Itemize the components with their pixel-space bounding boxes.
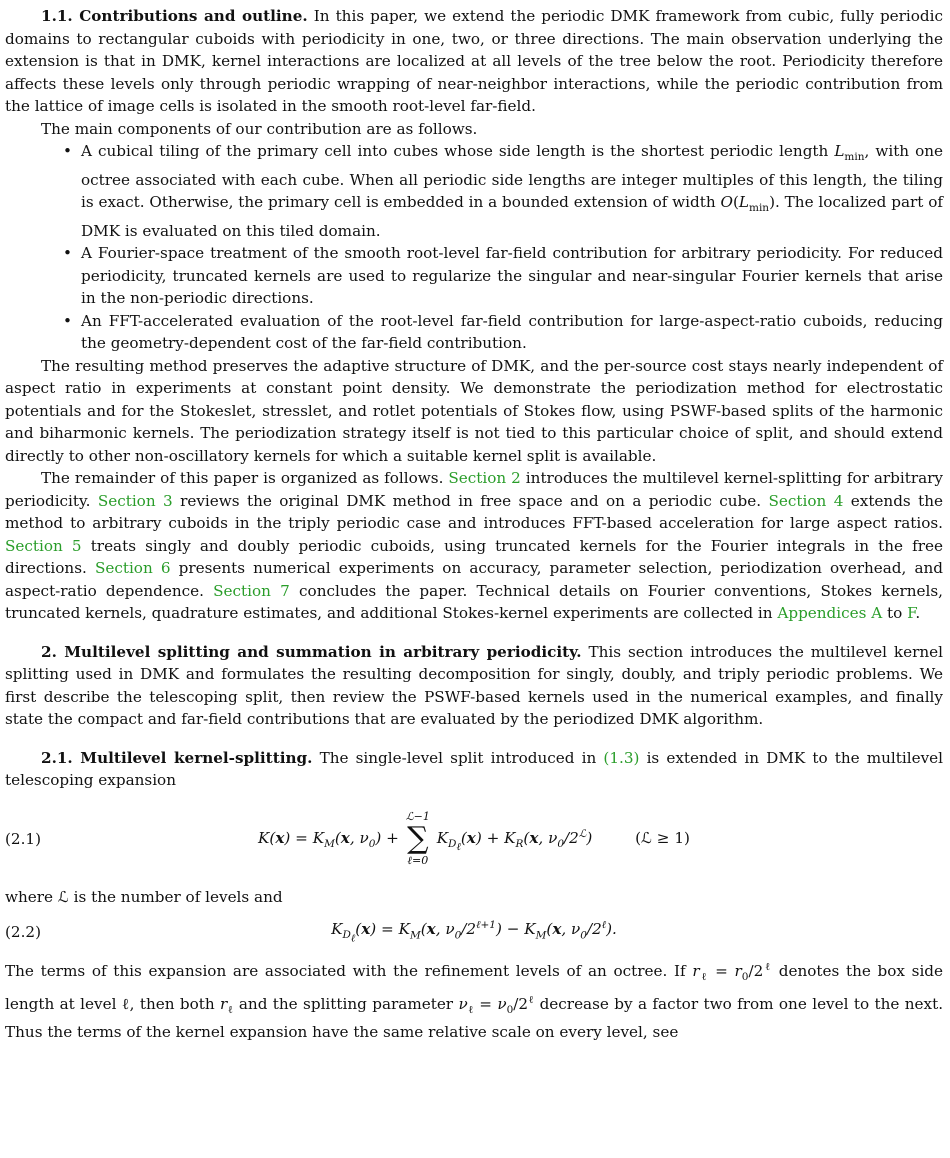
equation-2-2	[5, 912, 943, 952]
paragraph: The resulting method preserves the adaptive structure of DMK, and the per-source cost stays nearly independent of aspect ratio in experiments at constant point density. We demonstrate the periodization method for electrostatic potentials and for the Stokeslet, stresslet, and rotlet potentials of Stokes flow, using PSWF-based splits of the harmonic and biharmonic kernels. The periodization strategy itself is not tied to this particular choice of split, and should extend directly to other non-oscillatory kernels for which a suitable kernel split is available.	[5, 356, 943, 465]
section-2-1	[5, 747, 943, 792]
outline-paragraph	[5, 467, 943, 625]
section-6-link[interactable]: Section 6	[94, 559, 171, 578]
paragraph: In this paper, we extend the periodic DMK framework from cubic, fully periodic domains to rectangular cuboids with periodicity in one, two, or three directions. The main observation underlying the extension is that in DMK, kernel interactions are localized at all levels of the tree below the root. Periodicity therefore affects these levels only through periodic wrapping of near-neighbor interactions, while the periodic contribution from the lattice of image cells is isolated in the smooth root-level far-field.	[5, 7, 944, 115]
list-item: • A cubical tiling of the primary cell into cubes whose side length is the shortest periodic length $L_{min}$, with one octree associated with each cube. When all periodic side lengths are integer multiples of this length, the tiling is exact. Otherwise, the primary cell is embedded in a bounded extension of width $O(L_{min})$. The localized part of DMK is evaluated on this tiled domain.	[81, 140, 943, 242]
equation-body: $K(x) = K_M(x$, $\nu_0$) + ℒ−1 ∑ ℓ=0 $K_{D_\ell}(x) + K_R(x$, $\nu_0/2^ℒ$) (ℒ ≥ 1)	[258, 809, 690, 867]
text-run: is extended in DMK to the multilevel telescoping expansion	[5, 748, 944, 790]
section-7-link[interactable]: Section 7	[213, 581, 290, 600]
text-run: to	[882, 604, 908, 623]
text-run: treats singly and doubly periodic cuboids, using truncated kernels for the Fourier integrals in the free directions.	[5, 536, 943, 578]
text-run: extends the method to arbitrary cuboids in the triply periodic case and introduces FFT-based acceleration for large aspect ratios.	[5, 491, 943, 533]
text-run: reviews the original DMK method in free space and on a periodic cube.	[172, 491, 769, 510]
appendix-f-link[interactable]: F	[907, 604, 916, 623]
paper-page	[5, 5, 943, 1044]
equation-2-1	[5, 800, 943, 878]
sum-symbol: ℒ−1 ∑ ℓ=0	[405, 809, 430, 867]
list-item: • A Fourier-space treatment of the smooth root-level far-field contribution for arbitrary periodicity. For reduced periodicity, truncated kernels are used to regularize the singular and near-singular Fourier kernels that arise in the non-periodic directions.	[81, 242, 943, 310]
paragraph: The main components of our contribution are as follows.	[41, 119, 478, 138]
equation-body: $K_{D_\ell}(x) = K_M(x$, $\nu_0/2^{\ell+1}) - K_M(x$, $\nu_0/2^\ell$).	[331, 919, 617, 945]
appendix-a-link[interactable]: Appendices A	[777, 604, 883, 623]
equation-number: (2.2)	[5, 922, 42, 941]
text-run: The remainder of this paper is organized as follows.	[41, 469, 449, 488]
section-3-link[interactable]: Section 3	[97, 491, 173, 510]
contribution-list	[5, 140, 943, 355]
section-1-1	[5, 5, 943, 118]
list-item: • An FFT-accelerated evaluation of the root-level far-field contribution for large-aspect-ratio cuboids, reducing the geometry-dependent cost of the far-field contribution.	[81, 310, 943, 355]
equation-1-3-link[interactable]: (1.3)	[603, 748, 640, 767]
text-run: .	[915, 604, 921, 623]
section-2	[5, 641, 943, 731]
section-4-link[interactable]: Section 4	[768, 491, 844, 510]
section-2-link[interactable]: Section 2	[448, 469, 521, 488]
section-heading: 1.1. Contributions and outline.	[41, 7, 308, 25]
text-run: presents numerical experiments on accuracy, parameter selection, periodization overhead, and aspect-ratio dependence.	[5, 559, 944, 600]
text-run: The single-level split introduced in	[319, 748, 604, 767]
equation-number: (2.1)	[5, 829, 42, 848]
paragraph: The terms of this expansion are associated with the refinement levels of an octree. If $r_\ell = r_0/2^\ell$ denotes the box side length at level ℓ, then both $r_\ell$ and the splitting parameter $\nu_\ell = \nu_0/2^\ell$ decrease by a factor two from one level to the next. Thus the terms of the kernel expansion have the same relative scale on every level, see	[5, 961, 944, 1042]
paragraph: where ℒ is the number of levels and	[5, 887, 283, 906]
section-5-link[interactable]: Section 5	[5, 536, 82, 555]
paragraph: This section introduces the multilevel kernel splitting used in DMK and formulates the resulting decomposition for singly, doubly, and triply periodic problems. We first describe the telescoping split, then review the PSWF-based kernels used in the numerical examples, and finally state the compact and far-field contributions that are evaluated by the periodized DMK algorithm.	[5, 642, 943, 729]
text-run: introduces the multilevel kernel-splitting for arbitrary periodicity.	[5, 469, 943, 510]
section-heading: 2.1. Multilevel kernel-splitting.	[41, 748, 313, 767]
equation-condition: (ℒ ≥ 1)	[635, 828, 690, 847]
text-run: concludes the paper. Technical details on Fourier conventions, Stokes kernels, truncated kernels, quadrature estimates, and additional Stokes-kernel experiments are collected in	[5, 581, 943, 623]
section-heading: 2. Multilevel splitting and summation in arbitrary periodicity.	[41, 642, 582, 661]
